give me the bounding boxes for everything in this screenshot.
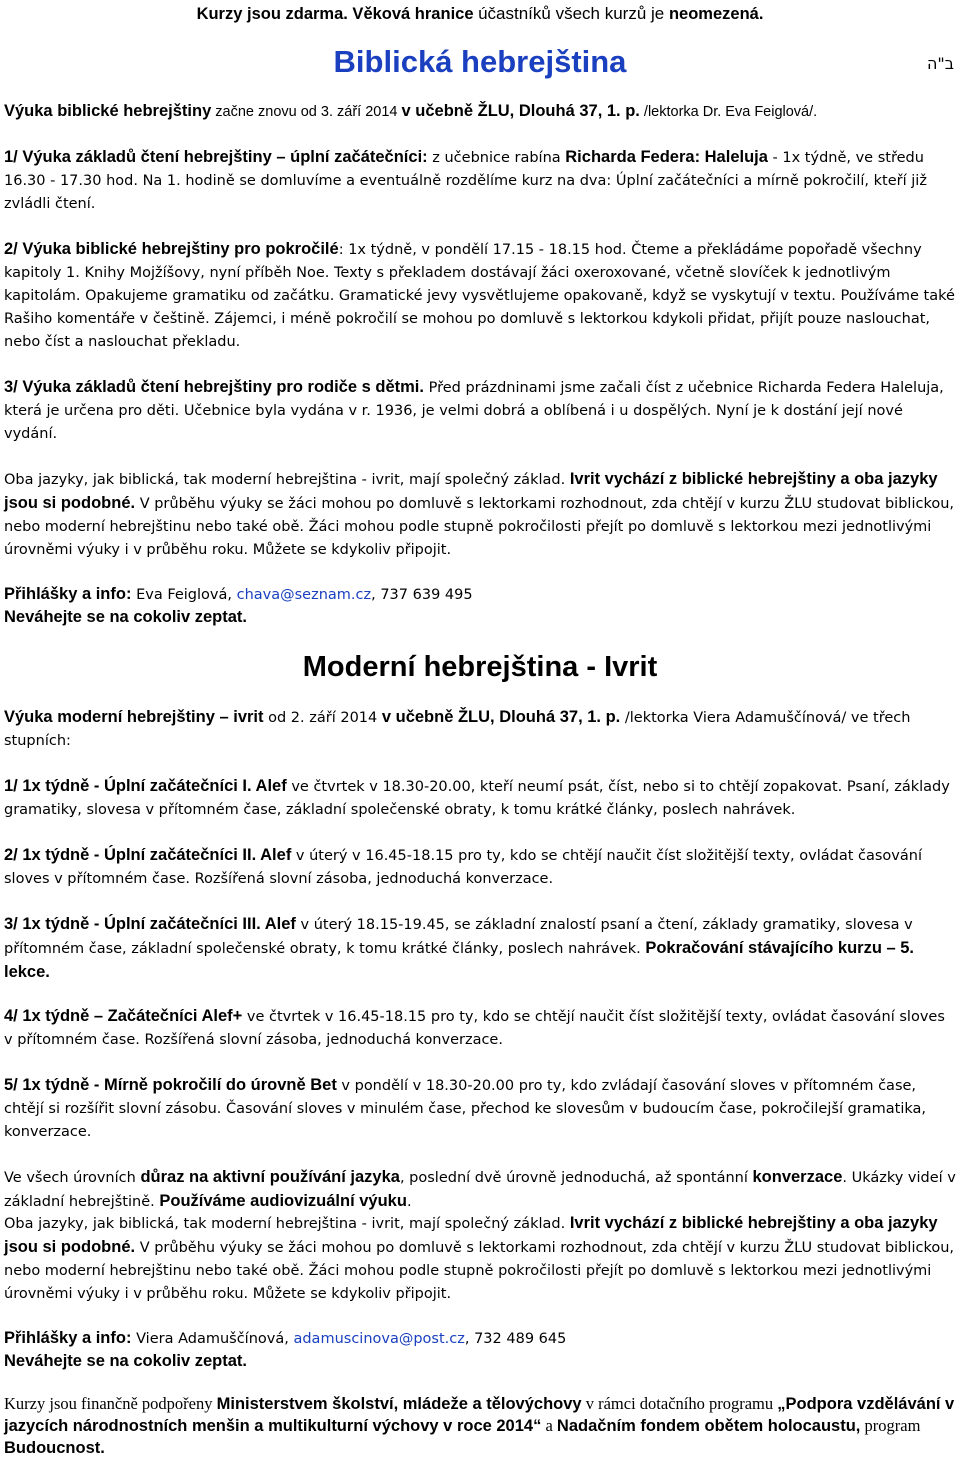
bold-text-run: konverzace bbox=[752, 1168, 843, 1186]
text-run: Kurzy jsou finančně podpořeny bbox=[4, 1394, 217, 1413]
ivrit-level-4 bbox=[4, 1005, 956, 1052]
text-run: /lektorka Viera Adamuščínová/ ve třech stupních: bbox=[4, 710, 911, 749]
ivrit-common-base bbox=[4, 1212, 956, 1306]
bold-text-run: 3/ 1x týdně - Úplní začátečníci III. Alef bbox=[4, 915, 296, 933]
text-run: v pondělí v 18.30-20.00 pro ty, kdo zvládají časování sloves v přítomném čase, chtějí si rozšířit slovní zásobu. Časování sloves v minulém čase, přechod ke slovesům v budoucím čase, pokročilejší gramatika, konverzace. bbox=[4, 1078, 926, 1140]
text-run: ve čtvrtek v 18.30-20.00, kteří neumí psát, číst, nebo si to chtějí zopakovat. Psaní, základy gramatiky, slovesa v přítomném čase, základní společenské obraty, k tomu krátké články, poslech nahrávek. bbox=[4, 779, 950, 818]
text-run: Před prázdninami jsme začali číst z učebnice Richarda Federa Haleluja, která je určena pro děti. Učebnice byla vydána v r. 1936, je velmi dobrá a oblíbená i u dospělých. Nyní je k dostání její nové vydání. bbox=[4, 380, 944, 442]
bold-text-run: v učebně ŽLU, Dlouhá 37, 1. p. bbox=[401, 102, 640, 120]
text-run: v úterý 18.15-19.45, se základní znalostí psaní a čtení, základy gramatiky, slovesa v přítomném čase, základní společenské obraty, k tomu krátké články, poslech nahrávek. bbox=[4, 917, 913, 957]
ivrit-level-3 bbox=[4, 913, 956, 985]
ivrit-contact bbox=[4, 1327, 956, 1351]
bold-text-run: Richarda Federa: Haleluja bbox=[565, 148, 768, 166]
biblical-level-3 bbox=[4, 376, 956, 446]
bold-text-run: Výuka biblické hebrejštiny bbox=[4, 102, 212, 120]
text-run: od 2. září 2014 bbox=[263, 710, 382, 726]
bold-text-run: v učebně ŽLU, Dlouhá 37, 1. p. bbox=[381, 708, 621, 726]
text-run: ve čtvrtek v 16.45-18.15 pro ty, kdo se chtějí naučit číst složitější texty, ovládat časování sloves v přítomném čase. Rozšířená slovní zásoba, jednoduchá konverzace. bbox=[4, 1009, 945, 1048]
bold-text-run: 2/ 1x týdně - Úplní začátečníci II. Alef bbox=[4, 846, 292, 864]
bold-text-run: Výuka moderní hebrejštiny – ivrit bbox=[4, 708, 264, 726]
bold-text-run: „Podpora vzdělávání v jazycích národnostních menšin a multikulturní výchovy v roce 2014“ bbox=[4, 1395, 955, 1435]
ivrit-contact-email-link[interactable]: adamuscinova@post.cz bbox=[293, 1331, 465, 1347]
bold-text-run: 5/ 1x týdně - Mírně pokročilí do úrovně Bet bbox=[4, 1076, 337, 1094]
bold-text-run: důraz na aktivní používání jazyka bbox=[140, 1168, 400, 1186]
biblical-intro bbox=[4, 100, 956, 124]
biblical-level-1 bbox=[4, 146, 956, 216]
biblical-contact bbox=[4, 583, 956, 607]
bezrat-hashem-mark: ב"ה bbox=[926, 54, 954, 73]
text-run: z učebnice rabína bbox=[427, 150, 566, 166]
biblical-contact-phone: , 737 639 495 bbox=[371, 587, 473, 603]
text-run: účastníků všech kurzů je bbox=[478, 4, 669, 23]
text-run: v úterý v 16.45-18.15 pro ty, kdo se chtějí naučit číst složitější texty, ovládat časování sloves v přítomném čase. Rozšířená slovní zásoba, jednoduchá konverzace. bbox=[4, 848, 922, 887]
text-run: : 1x týdně, v pondělí 17.15 - 18.15 hod. Čteme a překládáme popořadě všechny kapitoly 1. Knihy Mojžíšovy, nyní příběh Noe. Texty s překladem dostávají žáci oxeroxované, včetně slovíček k jednotlivým kapitolám. Opakujeme gramatiku od začátku. Gramatické jevy vysvětlujeme opakovaně, když se vyskytují v textu. Používáme také Rašiho komentáře v češtině. Zájemci, i méně pokročilí se mohou po domluvě s lektorkou kdykoli přidat, přijít pouze naslouchat, nebo číst a naslouchat překladu. bbox=[4, 242, 955, 350]
text-run: začne znovu od 3. září 2014 bbox=[211, 104, 402, 120]
text-run: Oba jazyky, jak biblická, tak moderní hebrejština - ivrit, mají společný základ. bbox=[4, 472, 570, 488]
ivrit-intro bbox=[4, 706, 956, 753]
bold-text-run: Ivrit vychází z biblické hebrejštiny a oba jazyky jsou si podobné. bbox=[4, 1214, 938, 1256]
bold-text-run: neomezená. bbox=[668, 5, 764, 23]
bold-text-run: Budoucnost. bbox=[4, 1439, 105, 1457]
bold-text-run: Pokračování stávajícího kurzu – 5. lekce. bbox=[4, 939, 915, 981]
ivrit-level-5 bbox=[4, 1074, 956, 1144]
ivrit-contact-phone: , 732 489 645 bbox=[464, 1331, 567, 1347]
text-run: . Ukázky videí v základní hebrejštině. bbox=[4, 1170, 956, 1210]
text-run: Oba jazyky, jak biblická, tak moderní hebrejština - ivrit, mají společný základ. bbox=[4, 1216, 570, 1232]
biblical-level-2 bbox=[4, 238, 956, 354]
text-run: v rámci dotačního programu bbox=[581, 1394, 778, 1413]
biblical-hebrew-title: Biblická hebrejština bbox=[333, 44, 627, 79]
bold-text-run: Ministerstvem školství, mládeže a tělovýchovy bbox=[216, 1395, 582, 1413]
text-run: /lektorka Dr. Eva Feiglová/. bbox=[639, 104, 818, 120]
bold-text-run: Používáme audiovizuální výuku bbox=[159, 1192, 407, 1210]
text-run: Ve všech úrovních bbox=[4, 1170, 141, 1186]
bold-text-run: 2/ Výuka biblické hebrejštiny pro pokročilé bbox=[4, 240, 339, 258]
bold-text-run: Kurzy jsou zdarma. Věková hranice bbox=[196, 5, 479, 23]
biblical-contact-name: Eva Feiglová, bbox=[131, 587, 237, 603]
text-run: V průběhu výuky se žáci mohou po domluvě s lektorkami rozhodnout, zda chtějí v kurzu ŽLU studovat biblickou, nebo moderní hebrejštinu nebo také obě. Žáci mohou podle stupně pokročilosti přejít po domluvě s lektorkou mezi jednotlivými úrovněmi výuky i v průběhu roku. Můžete se kdykoliv připojit. bbox=[4, 496, 954, 558]
text-run: - 1x týdně, ve středu 16.30 - 17.30 hod. Na 1. hodině se domluvíme a eventuálně rozdělíme kurz na dva: Úplní začátečníci a mírně pokročilí, kteří již zvládli čtení. bbox=[4, 150, 927, 212]
bold-text-run: 1/ Výuka základů čtení hebrejštiny – úplní začátečníci: bbox=[4, 148, 428, 166]
bold-text-run: Nadačním fondem obětem holocaustu, bbox=[556, 1417, 861, 1435]
bold-text-run: Ivrit vychází z biblické hebrejštiny a oba jazyky jsou si podobné. bbox=[4, 470, 938, 512]
bold-text-run: 1/ 1x týdně - Úplní začátečníci I. Alef bbox=[4, 777, 287, 795]
ivrit-level-1 bbox=[4, 775, 956, 822]
ivrit-contact-name: Viera Adamuščínová, bbox=[131, 1331, 294, 1347]
text-run: a bbox=[541, 1416, 557, 1435]
free-courses-notice bbox=[4, 4, 956, 24]
bold-text-run: 3/ Výuka základů čtení hebrejštiny pro rodiče s dětmi. bbox=[4, 378, 424, 396]
ivrit-contact-label: Přihlášky a info: bbox=[4, 1329, 132, 1347]
bold-text-run: 4/ 1x týdně – Začátečníci Alef+ bbox=[4, 1007, 243, 1025]
text-run: , poslední dvě úrovně jednoduchá, až spontánní bbox=[399, 1170, 753, 1186]
ivrit-all-levels bbox=[4, 1166, 956, 1214]
text-run: program bbox=[860, 1416, 921, 1435]
biblical-contact-email-link[interactable]: chava@seznam.cz bbox=[236, 587, 372, 603]
ivrit-level-2 bbox=[4, 844, 956, 891]
funding-footer bbox=[4, 1393, 956, 1459]
text-run: . bbox=[406, 1194, 412, 1210]
text-run: V průběhu výuky se žáci mohou po domluvě s lektorkami rozhodnout, zda chtějí v kurzu ŽLU studovat biblickou, nebo moderní hebrejštinu nebo také obě. Žáci mohou podle stupně pokročilosti přejít po domluvě s lektorkou mezi jednotlivými úrovněmi výuky i v průběhu roku. Můžete se kdykoliv připojit. bbox=[4, 1240, 954, 1302]
biblical-contact-label: Přihlášky a info: bbox=[4, 585, 132, 603]
ivrit-ask-text: Neváhejte se na cokoliv zeptat. bbox=[4, 1352, 248, 1370]
modern-hebrew-title: Moderní hebrejština - Ivrit bbox=[302, 651, 658, 683]
biblical-common-base bbox=[4, 468, 956, 562]
biblical-ask-text: Neváhejte se na cokoliv zeptat. bbox=[4, 608, 248, 626]
